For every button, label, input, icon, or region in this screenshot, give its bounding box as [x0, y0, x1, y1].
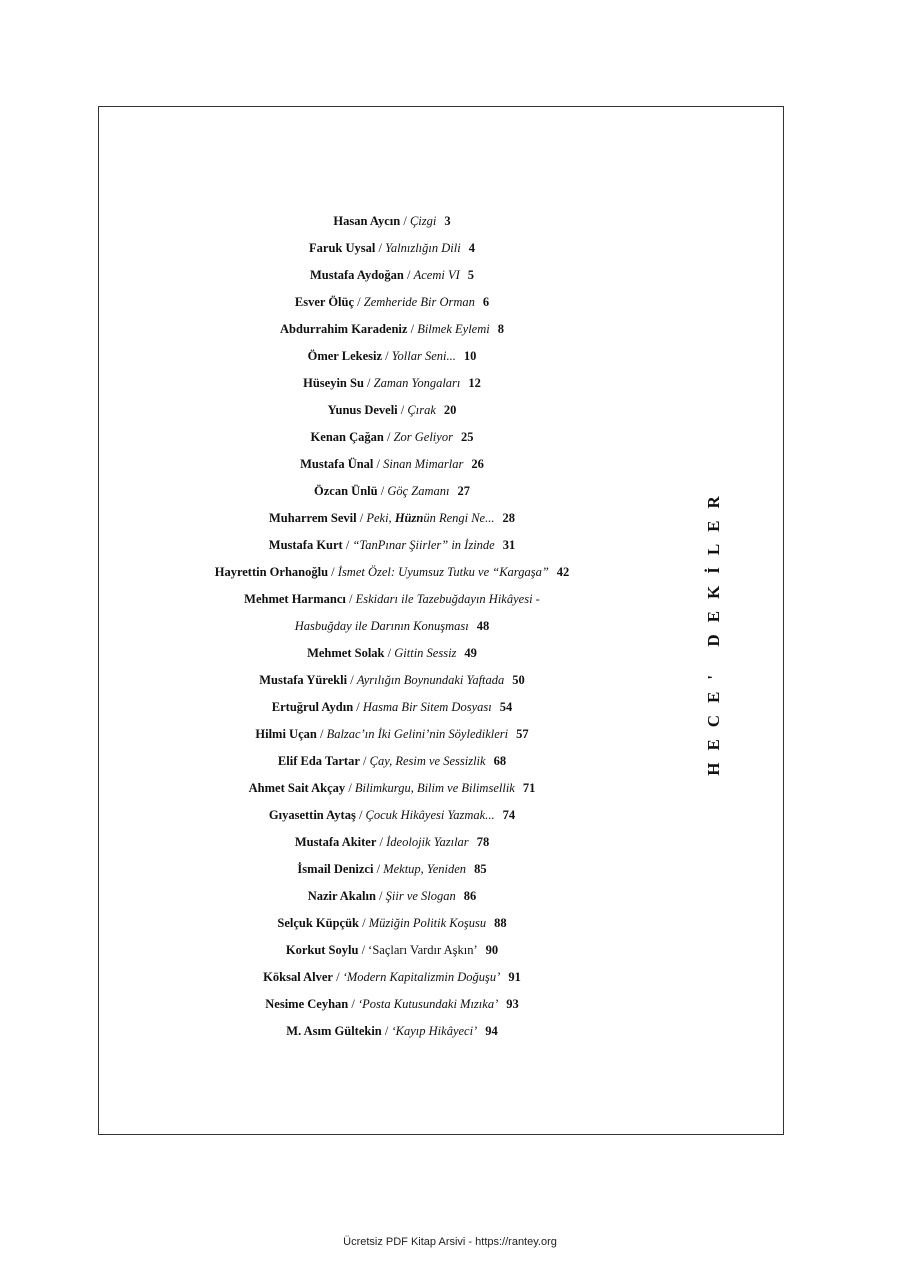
- entry-author: Hasan Aycın: [333, 214, 401, 228]
- entry-author: Ertuğrul Aydın: [271, 700, 354, 714]
- toc-entry: Nazir Akalın / Şiir ve Slogan 86: [307, 889, 477, 903]
- entry-author: Hüseyin Su: [303, 376, 364, 390]
- entry-author: Esver Ölüç: [294, 295, 355, 309]
- entry-author: Faruk Uysal: [309, 241, 376, 255]
- entry-title: Acemi VI: [413, 268, 460, 282]
- entry-page-number: 68: [493, 754, 507, 768]
- entry-author: Özcan Ünlü: [314, 484, 378, 498]
- entry-page-number: 86: [463, 889, 477, 903]
- toc-entry: Mehmet Harmancı / Eskidarı ile Tazebuğdayın Hikâyesi -: [244, 592, 540, 606]
- entry-page-number: 88: [494, 916, 507, 930]
- entry-page-number: 54: [499, 700, 513, 714]
- entry-author: Yunus Develi: [327, 403, 398, 417]
- entry-title: Yalnızlığın Dili: [385, 241, 461, 255]
- toc-entry: Ertuğrul Aydın / Hasma Bir Sitem Dosyası 54: [271, 700, 513, 714]
- entry-page-number: 90: [485, 943, 499, 957]
- entry-title: “TanPınar Şiirler” in İzinde: [352, 538, 495, 552]
- entry-author: Mustafa Ünal: [300, 457, 374, 471]
- toc-entry: Hüseyin Su / Zaman Yongaları 12: [303, 376, 481, 390]
- entry-author: Nesime Ceyhan: [265, 997, 349, 1011]
- entry-author: Selçuk Küpçük: [277, 916, 360, 930]
- entry-page-number: 42: [556, 565, 570, 579]
- entry-title: İsmet Özel: Uyumsuz Tutku ve “Kargaşa”: [337, 565, 549, 579]
- toc-entry: Esver Ölüç / Zemheride Bir Orman 6: [294, 295, 490, 309]
- entry-author: Muharrem Sevil: [269, 511, 357, 525]
- entry-author: M. Asım Gültekin: [286, 1024, 382, 1038]
- entry-title: Eskidarı ile Tazebuğdayın Hikâyesi -: [355, 592, 540, 606]
- toc-entry: Korkut Soylu / ‘Saçları Vardır Aşkın’ 90: [285, 943, 499, 957]
- entry-title-bold: Hüzn: [394, 511, 424, 525]
- table-of-contents: [98, 208, 686, 1045]
- entry-title: Şiir ve Slogan: [385, 889, 456, 903]
- toc-entry: İsmail Denizci / Mektup, Yeniden 85: [297, 862, 487, 876]
- toc-entry: Özcan Ünlü / Göç Zamanı 27: [314, 484, 470, 498]
- entry-author: Mustafa Kurt: [268, 538, 343, 552]
- entry-author: Mehmet Solak: [307, 646, 385, 660]
- entry-author: Ahmet Sait Akçay: [248, 781, 346, 795]
- entry-page-number: 5: [467, 268, 475, 282]
- entry-title: Yollar Seni...: [391, 349, 456, 363]
- toc-entry: Ahmet Sait Akçay / Bilimkurgu, Bilim ve Bilimsellik 71: [248, 781, 536, 795]
- entry-page-number: 31: [502, 538, 516, 552]
- toc-entry: Mustafa Akiter / İdeolojik Yazılar 78: [294, 835, 490, 849]
- footer-note: Ücretsiz PDF Kitap Arsivi - https://rantey.org: [343, 1236, 557, 1248]
- toc-entry: Hayrettin Orhanoğlu / İsmet Özel: Uyumsuz Tutku ve “Kargaşa” 42: [214, 565, 570, 579]
- entry-author: Elif Eda Tartar: [277, 754, 360, 768]
- entry-title: Çizgi: [409, 214, 437, 228]
- toc-entry: Mustafa Aydoğan / Acemi VI 5: [309, 268, 475, 282]
- entry-title: ‘Posta Kutusundaki Mızıka’: [357, 997, 499, 1011]
- entry-author: Mustafa Yürekli: [259, 673, 348, 687]
- entry-author: Hilmi Uçan: [255, 727, 317, 741]
- entry-author: Mustafa Aydoğan: [309, 268, 404, 282]
- toc-entry: Mustafa Yürekli / Ayrılığın Boynundaki Yaftada 50: [259, 673, 525, 687]
- entry-page-number: 48: [476, 619, 490, 633]
- toc-entry: M. Asım Gültekin / ‘Kayıp Hikâyeci’ 94: [286, 1024, 498, 1038]
- toc-entry: Muharrem Sevil / Peki, Hüznün Rengi Ne... 28: [269, 511, 515, 525]
- entry-page-number: 10: [463, 349, 477, 363]
- entry-page-number: 94: [485, 1024, 498, 1038]
- entry-title: Müziğin Politik Koşusu: [368, 916, 487, 930]
- entry-page-number: 93: [506, 997, 519, 1011]
- entry-title: Zor Geliyor: [393, 430, 453, 444]
- entry-title: Sinan Mimarlar: [383, 457, 464, 471]
- entry-page-number: 12: [468, 376, 481, 390]
- toc-entry: Faruk Uysal / Yalnızlığın Dili 4: [309, 241, 475, 255]
- entry-author: Köksal Alver: [263, 970, 333, 984]
- entry-author: Mustafa Akiter: [294, 835, 377, 849]
- entry-title: Bilmek Eylemi: [417, 322, 490, 336]
- entry-title: Mektup, Yeniden: [383, 862, 467, 876]
- entry-author: Gıyasettin Aytaş: [268, 808, 356, 822]
- toc-entry: Köksal Alver / ‘Modern Kapitalizmin Doğuşu’ 91: [263, 970, 521, 984]
- entry-author: Abdurrahim Karadeniz: [280, 322, 408, 336]
- entry-author: Nazir Akalın: [307, 889, 376, 903]
- entry-page-number: 50: [512, 673, 525, 687]
- toc-entry: Mustafa Ünal / Sinan Mimarlar 26: [300, 457, 484, 471]
- entry-page-number: 91: [508, 970, 521, 984]
- entry-title: Zemheride Bir Orman: [363, 295, 475, 309]
- toc-entry: Ömer Lekesiz / Yollar Seni... 10: [307, 349, 477, 363]
- entry-page-number: 8: [497, 322, 504, 336]
- entry-author: Hayrettin Orhanoğlu: [214, 565, 329, 579]
- entry-author: Ömer Lekesiz: [307, 349, 383, 363]
- entry-title: Çırak: [407, 403, 436, 417]
- toc-entry: Yunus Develi / Çırak 20: [327, 403, 457, 417]
- entry-title: Hasbuğday ile Darının Konuşması: [294, 619, 469, 633]
- entry-title: ‘Saçları Vardır Aşkın’: [368, 943, 478, 957]
- toc-entry: Gıyasettin Aytaş / Çocuk Hikâyesi Yazmak... 74: [268, 808, 516, 822]
- entry-author: İsmail Denizci: [297, 862, 374, 876]
- entry-page-number: 27: [457, 484, 470, 498]
- entry-title: Balzac’ın İki Gelini’nin Söyledikleri: [326, 727, 509, 741]
- toc-entry: Abdurrahim Karadeniz / Bilmek Eylemi 8: [280, 322, 504, 336]
- entry-page-number: 85: [474, 862, 487, 876]
- toc-entry: Mehmet Solak / Gittin Sessiz 49: [307, 646, 477, 660]
- entry-page-number: 6: [482, 295, 490, 309]
- toc-entry: Elif Eda Tartar / Çay, Resim ve Sessizlik 68: [277, 754, 507, 768]
- entry-title: ‘Modern Kapitalizmin Doğuşu’: [342, 970, 501, 984]
- entry-page-number: 49: [464, 646, 477, 660]
- toc-entry: Selçuk Küpçük / Müziğin Politik Koşusu 88: [277, 916, 507, 930]
- entry-title: Bilimkurgu, Bilim ve Bilimsellik: [354, 781, 515, 795]
- entry-author: Mehmet Harmancı: [244, 592, 346, 606]
- entry-page-number: 28: [502, 511, 515, 525]
- entry-title: ‘Kayıp Hikâyeci’: [391, 1024, 478, 1038]
- entry-title: Zaman Yongaları: [373, 376, 461, 390]
- section-title-vertical: HECE' DEKİLER: [704, 484, 723, 776]
- entry-page-number: 26: [471, 457, 484, 471]
- entry-page-number: 71: [522, 781, 536, 795]
- entry-page-number: 78: [476, 835, 490, 849]
- entry-title: Peki, Hüznün Rengi Ne...: [366, 511, 495, 525]
- entry-page-number: 3: [444, 214, 451, 228]
- entry-title: Gittin Sessiz: [394, 646, 457, 660]
- entry-page-number: 25: [460, 430, 474, 444]
- toc-entry: Nesime Ceyhan / ‘Posta Kutusundaki Mızıka’ 93: [265, 997, 519, 1011]
- toc-entry: Kenan Çağan / Zor Geliyor 25: [310, 430, 474, 444]
- toc-entry: Mustafa Kurt / “TanPınar Şiirler” in İzinde 31: [268, 538, 516, 552]
- entry-title: Çay, Resim ve Sessizlik: [369, 754, 486, 768]
- entry-title: Ayrılığın Boynundaki Yaftada: [356, 673, 505, 687]
- toc-entry: Hilmi Uçan / Balzac’ın İki Gelini’nin Söyledikleri 57: [255, 727, 529, 741]
- entry-page-number: 74: [502, 808, 516, 822]
- entry-author: Kenan Çağan: [310, 430, 384, 444]
- entry-page-number: 57: [516, 727, 529, 741]
- entry-title: Hasma Bir Sitem Dosyası: [362, 700, 492, 714]
- entry-page-number: 4: [468, 241, 475, 255]
- entry-title: Göç Zamanı: [387, 484, 450, 498]
- entry-title: İdeolojik Yazılar: [386, 835, 469, 849]
- entry-author: Korkut Soylu: [285, 943, 359, 957]
- toc-entry: [98, 613, 686, 640]
- toc-entry: Hasan Aycın / Çizgi 3: [333, 214, 451, 228]
- entry-title: Çocuk Hikâyesi Yazmak...: [365, 808, 495, 822]
- entry-page-number: 20: [443, 403, 457, 417]
